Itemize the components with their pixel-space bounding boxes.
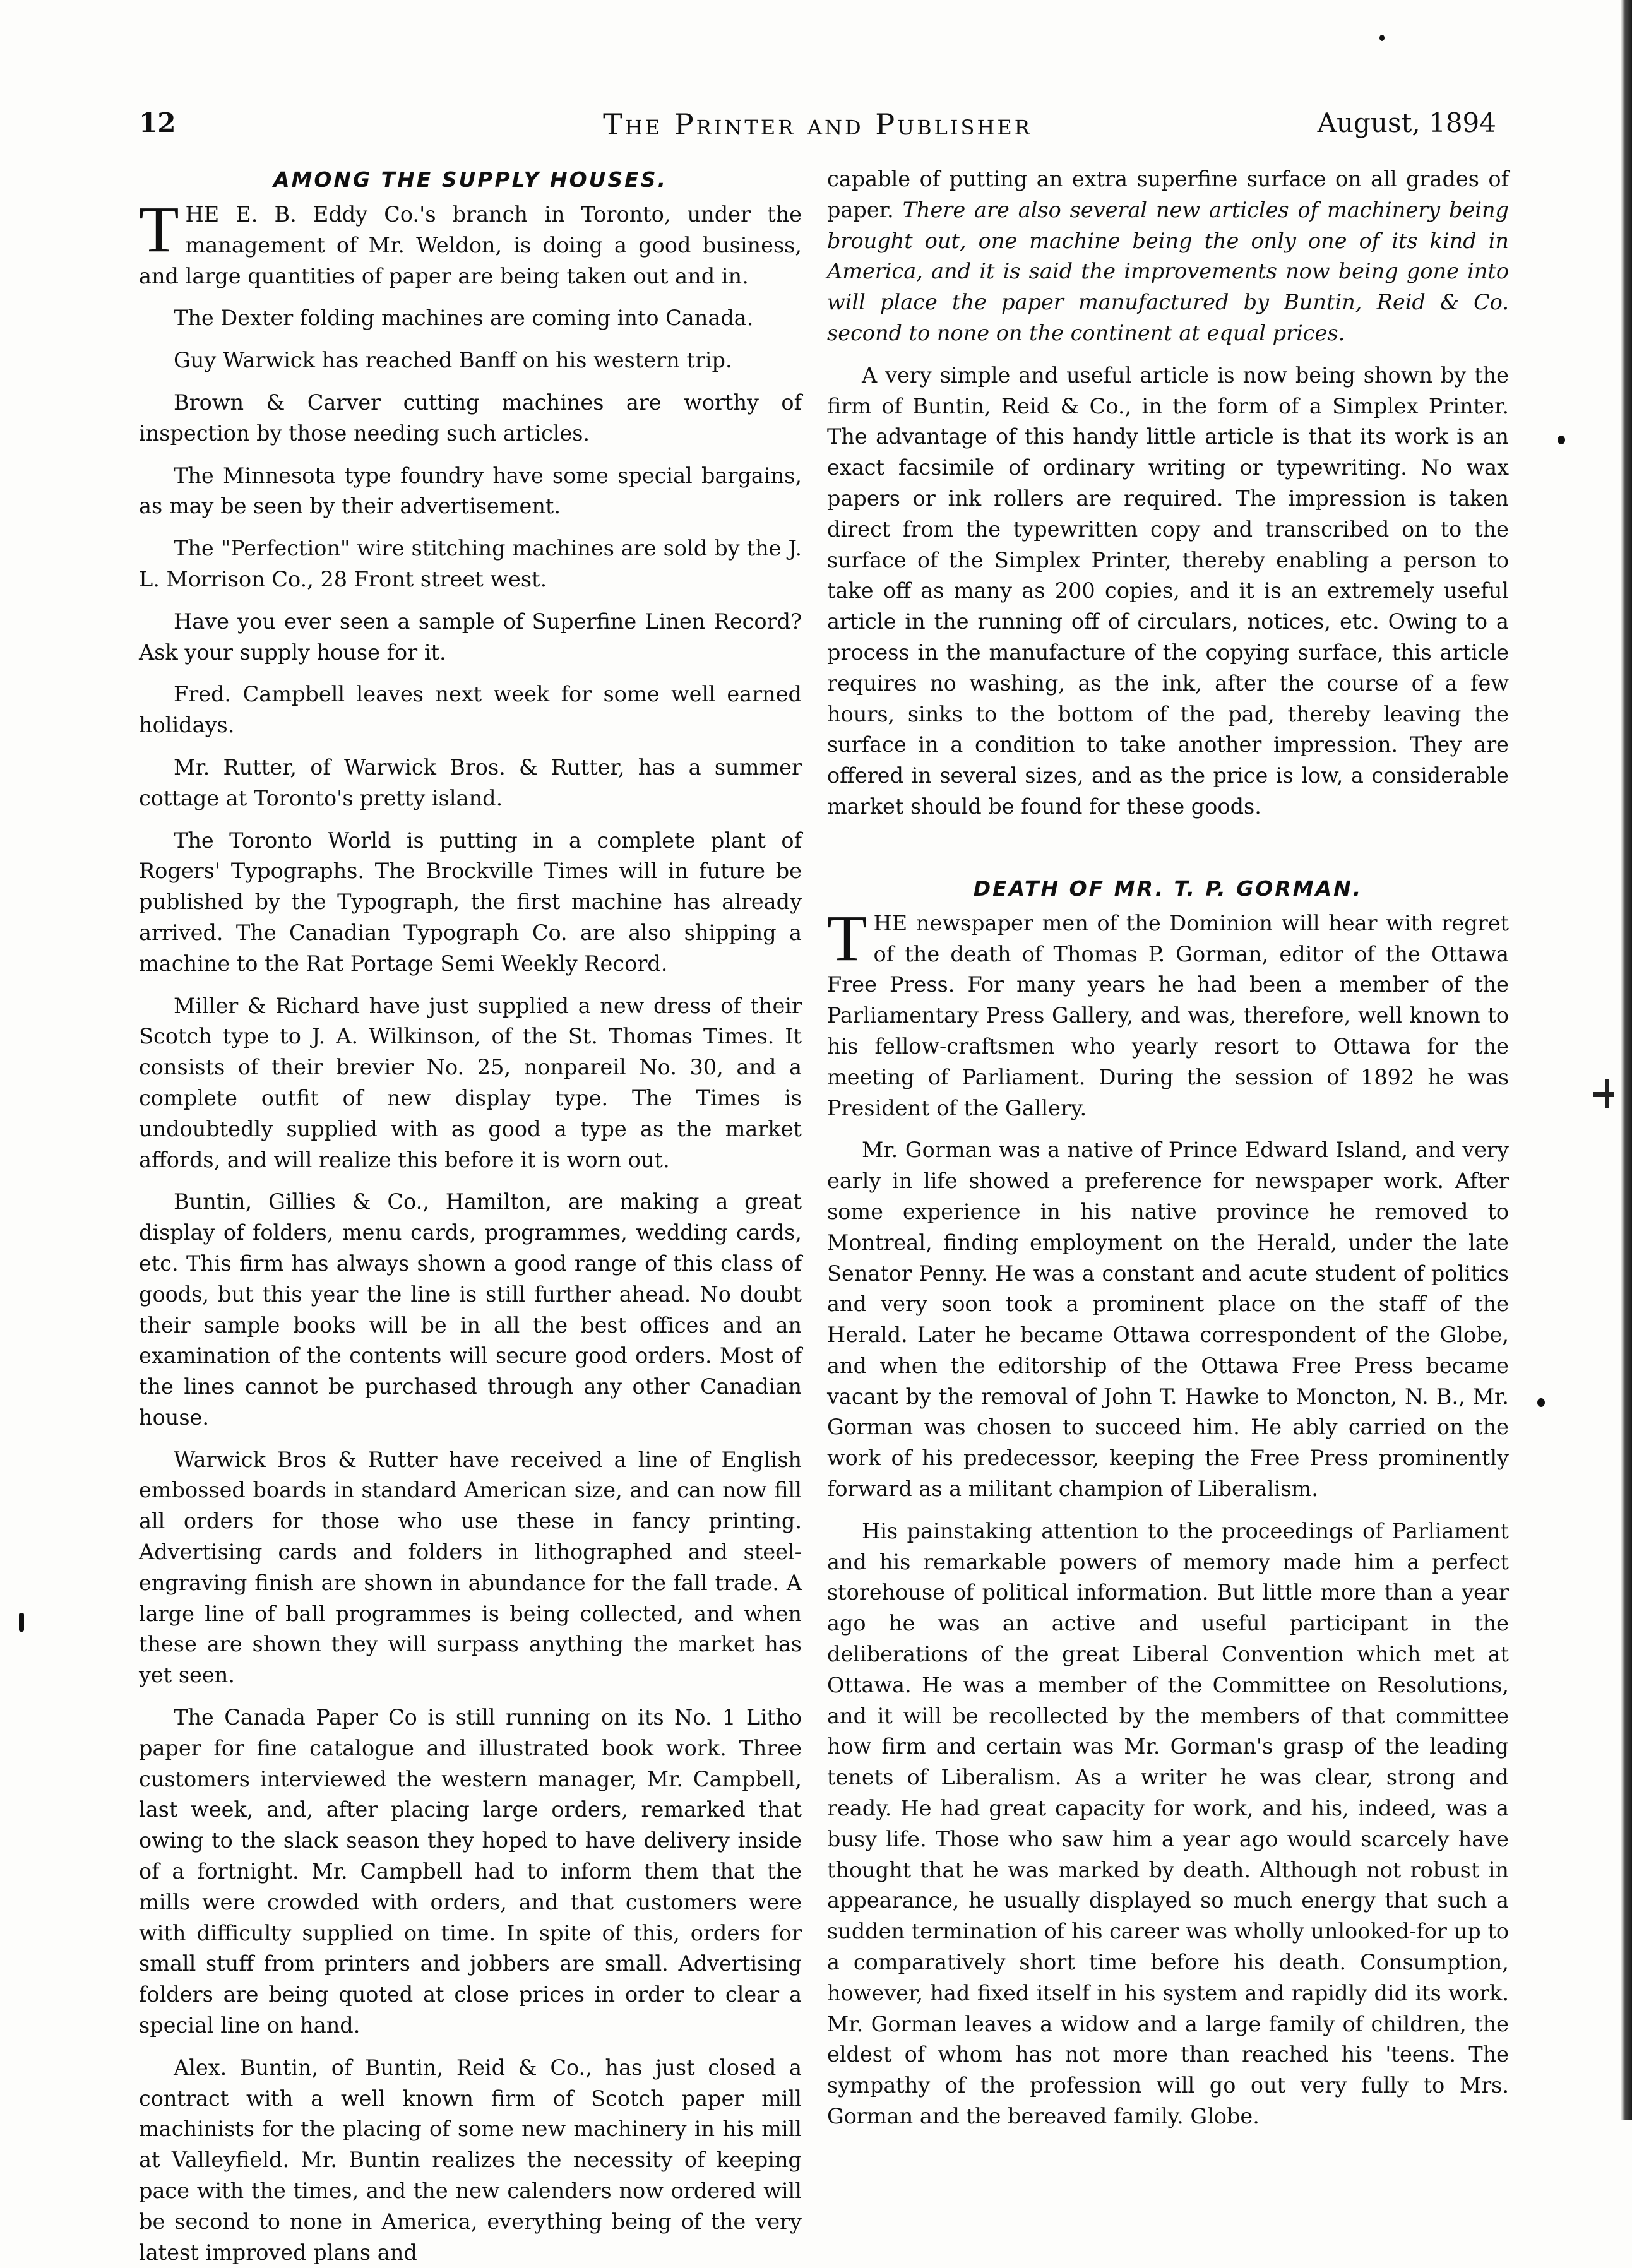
- scan-speck: [1379, 35, 1385, 41]
- paragraph: The Minnesota type foundry have some special bargains, as may be seen by their advertisement.: [139, 463, 802, 519]
- section-heading-gorman: DEATH OF MR. T. P. GORMAN.: [973, 876, 1363, 901]
- scan-edge-specks: [1593, 1073, 1618, 1111]
- publication-title: The Printer and Publisher: [603, 107, 1032, 141]
- page-header: [139, 107, 1496, 145]
- paragraph: Alex. Buntin, of Buntin, Reid & Co., has just closed a contract with a well known firm of Scotch paper mill machinists for the placing of some new machinery in his mill at Valleyfield. Mr. Buntin realizes the necessity of keeping pace with the times, and the new calenders now ordered will be second to none in America, everything being of the very latest improved plans and: [139, 2055, 802, 2265]
- paragraph: Guy Warwick has reached Banff on his western trip.: [174, 348, 732, 373]
- paragraph: The Dexter folding machines are coming into Canada.: [174, 306, 754, 331]
- continued-paragraph: capable of putting an extra superfine surface on all grades of paper. There are also several new articles of machinery being brought out, one machine being the only one of its kind in America, and it is said the improvements now being gone into will place the paper manufactured by Buntin, Reid & Co. second to none on the continent at equal prices.: [827, 167, 1509, 345]
- paragraph: Miller & Richard have just supplied a new dress of their Scotch type to J. A. Wilkinson, of the St. Thomas Times. It consists of their brevier No. 25, nonpareil No. 30, and a complete outfit of new display type. The Times is undoubtedly supplied with as good a type as the market affords, and will realize this before it is worn out.: [139, 993, 802, 1172]
- drop-cap: T: [827, 901, 867, 975]
- page-number: 12: [139, 107, 176, 138]
- paragraph: Fred. Campbell leaves next week for some well earned holidays.: [139, 682, 802, 738]
- paragraph: Brown & Carver cutting machines are worthy of inspection by those needing such articles.: [139, 389, 802, 446]
- paragraph: His painstaking attention to the proceedings of Parliament and his remarkable powers of memory made him a perfect storehouse of political information. But little more than a year ago he was an active and useful participant in the deliberations of the great Liberal Convention which met at Ottawa. He was a member of the Committee on Resolutions, and it will be recollected by the members of that committee how firm and certain was Mr. Gorman's grasp of the leading tenets of Liberalism. As a writer he was clear, strong and ready. He had great capacity for work, and his, indeed, was a busy life. Those who saw him a year ago would scarcely have thought that he was marked by death. Although not robust in appearance, he usually displayed so much energy that such a sudden termination of his career was wholly unlooked-for up to a comparatively short time before his death. Consumption, however, had fixed itself in his system and rapidly did its work. Mr. Gorman leaves a widow and a large family of children, the eldest of whom has not more than reached his 'teens. The sympathy of the profession will go out very fully to Mrs. Gorman and the bereaved family. Globe.: [827, 1518, 1509, 2129]
- scan-speck: [19, 1613, 24, 1632]
- paragraph: Buntin, Gillies & Co., Hamilton, are making a great display of folders, menu cards, programmes, wedding cards, etc. This firm has always shown a good range of this class of goods, but this year the line is still further ahead. No doubt their sample books will be in all the best offices and an examination of the contents will secure good orders. Most of the lines cannot be purchased through any other Canadian house.: [139, 1189, 802, 1430]
- article-lead-paragraph: THE newspaper men of the Dominion will hear with regret of the death of Thomas P. Gorman, editor of the Ottawa Free Press. For many years he had been a member of the Parliamentary Press Gallery, and was, therefore, well known to his fellow-craftsmen who yearly resort to Ottawa for the meeting of Parliament. During the session of 1892 he was President of the Gallery.: [827, 901, 1509, 1120]
- scan-speck: [1558, 436, 1565, 444]
- left-column: [139, 164, 802, 2265]
- paragraph: Have you ever seen a sample of Superfine Linen Record? Ask your supply house for it.: [139, 609, 802, 665]
- paragraph: The Canada Paper Co is still running on its No. 1 Litho paper for fine catalogue and illustrated book work. Three customers interviewed the western manager, Mr. Campbell, last week, and, after placing large orders, remarked that owing to the slack season they hoped to have delivery inside of a fortnight. Mr. Campbell had to inform them that the mills were crowded with orders, and that customers were with difficulty supplied on time. In spite of this, orders for small stuff from printers and jobbers are small. Advertising folders are being quoted at close prices in order to clear a special line on hand.: [139, 1705, 802, 2038]
- article-lead-paragraph: THE E. B. Eddy Co.'s branch in Toronto, under the management of Mr. Weldon, is doing a good business, and large quantities of paper are being taken out and in.: [139, 193, 802, 288]
- paragraph: The "Perfection" wire stitching machines are sold by the J. L. Morrison Co., 28 Front street west.: [139, 536, 802, 591]
- paragraph: Mr. Gorman was a native of Prince Edward Island, and very early in life showed a preference for newspaper work. After some experience in his native province he removed to Montreal, finding employment on the Herald, under the late Senator Penny. He was a constant and acute student of politics and very soon took a prominent place on the staff of the Herald. Later he became Ottawa correspondent of the Globe, and when the editorship of the Ottawa Free Press became vacant by the removal of John T. Hawke to Moncton, N. B., Mr. Gorman was chosen to succeed him. He ably carried on the work of his predecessor, keeping the Free Press prominently forward as a militant champion of Liberalism.: [827, 1137, 1509, 1502]
- issue-date: August, 1894: [1317, 107, 1496, 138]
- drop-cap: T: [139, 193, 179, 266]
- right-column: [827, 164, 1509, 2129]
- scan-speck: [1537, 1398, 1545, 1407]
- paragraph: The Toronto World is putting in a complete plant of Rogers' Typographs. The Brockville Times will in future be published by the Typograph, the first machine has already arrived. The Canadian Typograph Co. are also shipping a machine to the Rat Portage Semi Weekly Record.: [139, 828, 802, 976]
- section-gap: [827, 834, 1509, 873]
- section-heading-supply-houses: AMONG THE SUPPLY HOUSES.: [273, 167, 668, 192]
- scan-edge-shadow: [1621, 0, 1632, 2120]
- paragraph: Mr. Rutter, of Warwick Bros. & Rutter, has a summer cottage at Toronto's pretty island.: [139, 754, 802, 810]
- paragraph-simplex-printer: A very simple and useful article is now being shown by the firm of Buntin, Reid & Co., in the form of a Simplex Printer. The advantage of this handy little article is that its work is an exact facsimile of ordinary writing or typewriting. No wax papers or ink rollers are required. The impression is taken direct from the typewritten copy and transcribed on to the surface of the Simplex Printer, thereby enabling a person to take off as many as 200 copies, and it is an extremely useful article in the running off of circulars, notices, etc. Owing to a process in the manufacture of the copying surface, this article requires no washing, as the ink, after the course of a few hours, sinks to the bottom of the pad, thereby leaving the surface in a condition to take another impression. They are offered in several sizes, and as the price is low, a considerable market should be found for these goods.: [827, 362, 1509, 819]
- paragraph: Warwick Bros & Rutter have received a line of English embossed boards in standard American size, and can now fill all orders for those who use these in fancy printing. Advertising cards and folders in lithographed and steel-engraving finish are shown in abundance for the fall trade. A large line of ball programmes is being collected, and when these are shown they will surpass anything the market has yet seen.: [139, 1447, 802, 1688]
